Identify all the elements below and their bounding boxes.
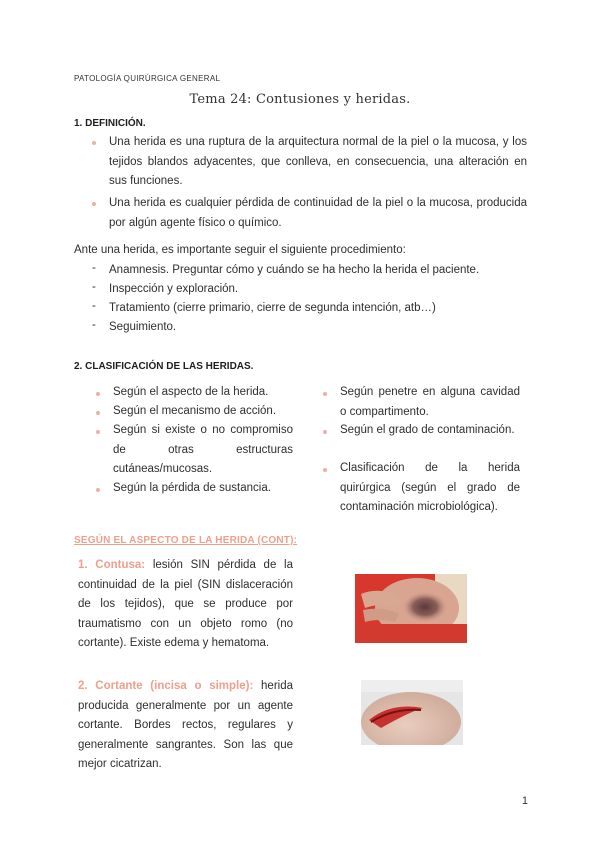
course-header: PATOLOGÍA QUIRÚRGICA GENERAL <box>74 74 221 83</box>
procedure-step: Tratamiento (cierre primario, cierre de segunda intención, atb…) <box>109 302 436 314</box>
bullet-icon <box>96 488 100 492</box>
wound-type-description: herida producida generalmente por un agente cortante. Bordes rectos, regulares y generalmente sangrantes. Son las que mejor cicatrizan. <box>78 680 294 770</box>
page-number: 1 <box>521 795 528 807</box>
classification-item: Según penetre en alguna cavidad o compartimento. <box>340 386 520 418</box>
subsection-heading: SEGÚN EL ASPECTO DE LA HERIDA (CONT): <box>74 535 298 546</box>
classification-item: Según el mecanismo de acción. <box>113 405 277 417</box>
page-title: Tema 24: Contusiones y heridas. <box>189 92 411 107</box>
section-definicion-heading: 1. DEFINICIÓN. <box>74 118 146 129</box>
procedure-intro: Ante una herida, es importante seguir el siguiente procedimiento: <box>74 244 406 256</box>
bullet-icon <box>96 430 100 434</box>
bullet-icon <box>323 392 327 396</box>
bullet-icon <box>92 202 96 206</box>
definition-paragraph-2: Una herida es cualquier pérdida de continuidad de la piel o la mucosa, producida por algún agente físico o químico. <box>109 197 527 229</box>
wound-type-label: 1. Contusa: <box>78 559 146 571</box>
dash-bullet-icon: - <box>92 281 96 293</box>
bullet-icon <box>96 392 100 396</box>
bruise-photo <box>355 574 467 643</box>
classification-item: Según el aspecto de la herida. <box>113 386 269 398</box>
bullet-icon <box>323 430 327 434</box>
procedure-step: Inspección y exploración. <box>109 283 239 295</box>
bullet-icon <box>96 411 100 415</box>
classification-item: Según si existe o no compromiso de otras estructuras cutáneas/mucosas. <box>113 424 293 475</box>
wound-type-label: 2. Cortante (incisa o simple): <box>78 680 254 692</box>
classification-item: Según la pérdida de sustancia. <box>113 482 271 494</box>
wound-type-cortante <box>78 677 293 775</box>
procedure-step: Anamnesis. Preguntar cómo y cuándo se ha hecho la herida el paciente. <box>109 264 480 276</box>
classification-item: Según el grado de contaminación. <box>340 424 515 436</box>
procedure-step: Seguimiento. <box>109 321 177 333</box>
classification-item: Clasificación de la herida quirúrgica (según el grado de contaminación microbiológica). <box>340 462 520 513</box>
bullet-icon <box>92 141 96 145</box>
dash-bullet-icon: - <box>92 300 96 312</box>
wound-type-description: lesión SIN pérdida de la continuidad de la piel (SIN dislaceración de los tejidos), que se produce por traumatismo con un objeto romo (no cortante). Existe edema y hematoma. <box>78 559 293 649</box>
dash-bullet-icon: - <box>92 319 96 331</box>
cut-wound-photo <box>361 680 463 745</box>
section-clasificacion-heading: 2. CLASIFICACIÓN DE LAS HERIDAS. <box>74 361 254 372</box>
definition-paragraph-1: Una herida es una ruptura de la arquitectura normal de la piel o la mucosa, y los tejidos blandos adyacentes, que conlleva, en consecuencia, una alteración en sus funciones. <box>109 136 527 187</box>
dash-bullet-icon: - <box>92 262 96 274</box>
bullet-icon <box>323 468 327 472</box>
wound-type-contusa <box>78 556 293 654</box>
